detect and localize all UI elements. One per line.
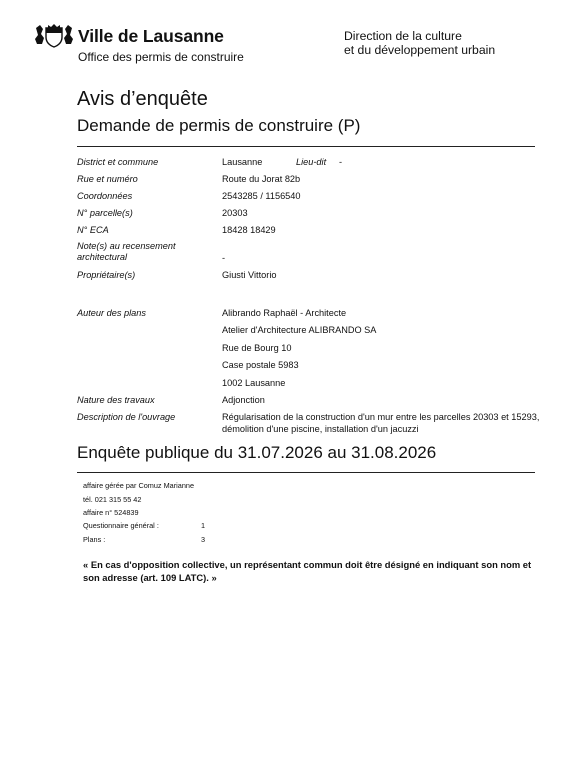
auteur-line: Alibrando Raphaël - Architecte [222, 308, 347, 318]
field-value: 20303 [222, 208, 248, 218]
field-label: Rue et numéro [77, 174, 138, 184]
lieu-dit-label: Lieu-dit [296, 157, 327, 167]
field-value: Adjonction [222, 395, 265, 405]
plans-row [83, 535, 105, 544]
field-value: Régularisation de la construction d'un mur entre les parcelles 20303 et 15293, démolition d'une piscine, installation d'un jacuzzi [222, 412, 540, 434]
field-label: District et commune [77, 157, 159, 167]
field-label: Nature des travaux [77, 395, 155, 405]
office-name: Office des permis de construire [78, 50, 244, 64]
field-value: Giusti Vittorio [222, 270, 277, 280]
field-value: Lausanne [222, 157, 263, 167]
lieu-dit-value: - [339, 157, 343, 167]
field-label: N° ECA [77, 225, 109, 235]
enquete-period: Enquête publique du 31.07.2026 au 31.08.2026 [77, 443, 437, 462]
field-label: Coordonnées [77, 191, 133, 201]
auteur-line: Case postale 5983 [222, 360, 299, 370]
affaire-manager: affaire gérée par Comuz Marianne [83, 481, 194, 490]
direction-line: Direction de la culture [344, 29, 462, 43]
field-label: Propriétaire(s) [77, 270, 136, 280]
field-value: 18428 18429 [222, 225, 276, 235]
lausanne-coat-of-arms-icon [34, 22, 74, 48]
field-value: 2543285 / 1156540 [222, 191, 301, 201]
field-label: Description de l'ouvrage [77, 412, 176, 422]
questionnaire-label: Questionnaire général : [83, 521, 159, 530]
field-value: Route du Jorat 82b [222, 174, 301, 184]
page-title: Avis d’enquête [77, 88, 208, 110]
auteur-line: Rue de Bourg 10 [222, 343, 292, 353]
divider [77, 146, 535, 147]
affaire-number: affaire n° 524839 [83, 508, 139, 517]
field-label: Note(s) au recensement architectural [77, 241, 176, 262]
plans-count: 3 [201, 535, 206, 544]
divider [77, 472, 535, 473]
field-label: N° parcelle(s) [77, 208, 133, 218]
questionnaire-row [83, 521, 159, 530]
opposition-note: « En cas d'opposition collective, un représentant commun doit être désigné en indiquant son nom et son adresse (art. 109 LATC). » [83, 559, 532, 583]
auteur-line: 1002 Lausanne [222, 378, 286, 388]
page-subtitle: Demande de permis de construire (P) [77, 116, 361, 135]
direction-name [344, 30, 495, 57]
field-label: Auteur des plans [77, 308, 146, 318]
affaire-phone: tél. 021 315 55 42 [83, 495, 142, 504]
questionnaire-count: 1 [201, 521, 206, 530]
direction-line: et du développement urbain [344, 42, 496, 57]
auteur-line: Atelier d'Architecture ALIBRANDO SA [222, 325, 377, 335]
plans-label: Plans : [83, 535, 106, 544]
field-value: - [222, 253, 226, 263]
city-name: Ville de Lausanne [78, 26, 224, 46]
